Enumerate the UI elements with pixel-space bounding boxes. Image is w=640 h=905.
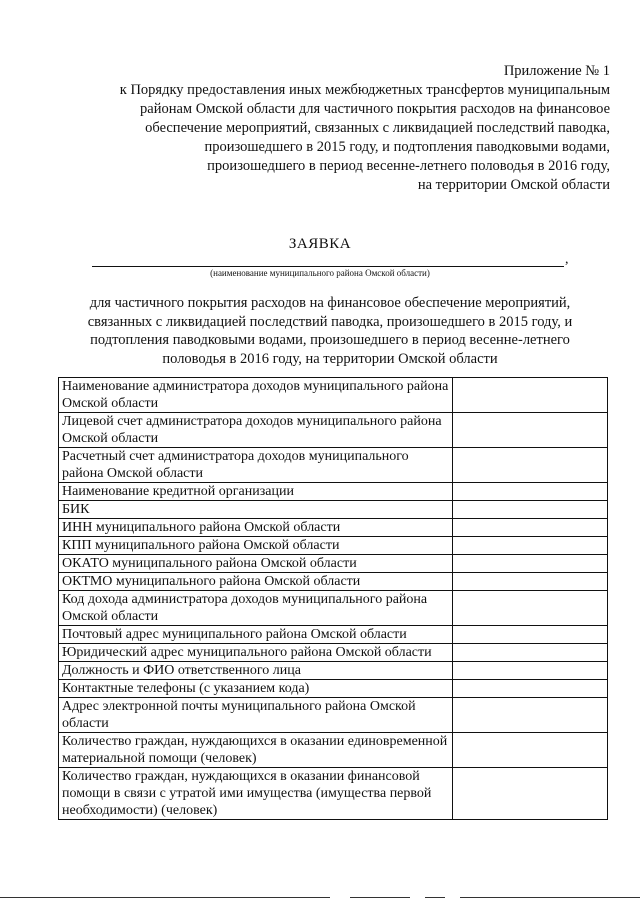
row-label: Код дохода администратора доходов муниципального района Омской области [59,591,453,626]
row-value-cell [452,378,607,413]
row-label: Количество граждан, нуждающихся в оказании единовременной материальной помощи (человек) [59,733,453,768]
row-label: ОКТМО муниципального района Омской области [59,573,453,591]
purpose-line: для частичного покрытия расходов на финансовое обеспечение мероприятий, [89,295,571,311]
row-label: БИК [59,501,453,519]
table-row [59,519,608,537]
row-value-cell [452,698,607,733]
appendix-line: обеспечение мероприятий, связанных с ликвидацией последствий паводка, [145,120,610,136]
row-value-cell [452,733,607,768]
row-label: Почтовый адрес муниципального района Омской области [59,626,453,644]
row-label: Контактные телефоны (с указанием кода) [59,680,453,698]
row-label: Расчетный счет администратора доходов муниципального района Омской области [59,448,453,483]
table-row [59,413,608,448]
appendix-line: на территории Омской области [417,177,610,193]
table-row [59,537,608,555]
row-value-cell [452,573,607,591]
row-value-cell [452,413,607,448]
row-value-cell [452,626,607,644]
table-row [59,378,608,413]
row-label: ОКАТО муниципального района Омской области [59,555,453,573]
row-value-cell [452,591,607,626]
row-value-cell [452,483,607,501]
table-row [59,573,608,591]
row-label: КПП муниципального района Омской области [59,537,453,555]
district-name-fill-line [92,266,564,267]
row-label: Юридический адрес муниципального района Омской области [59,644,453,662]
row-label: ИНН муниципального района Омской области [59,519,453,537]
row-value-cell [452,448,607,483]
row-label: Должность и ФИО ответственного лица [59,662,453,680]
page-bottom-rule [350,897,410,898]
appendix-line: произошедшего в период весенне-летнего половодья в 2016 году, [207,158,610,174]
appendix-line: к Порядку предоставления иных межбюджетных трансфертов муниципальным [119,82,610,98]
table-row [59,591,608,626]
appendix-line: районам Омской области для частичного покрытия расходов на финансовое [140,101,610,117]
table-row [59,733,608,768]
page-bottom-rule [425,897,445,898]
row-label: Лицевой счет администратора доходов муниципального района Омской области [59,413,453,448]
page-bottom-rule [460,897,640,898]
row-value-cell [452,555,607,573]
table-row [59,662,608,680]
table-row [59,626,608,644]
purpose-text [60,294,600,368]
requisites-table [58,377,608,820]
table-row [59,768,608,820]
row-value-cell [452,680,607,698]
row-label: Наименование администратора доходов муниципального района Омской области [59,378,453,413]
document-title: ЗАЯВКА [288,236,352,252]
row-label: Количество граждан, нуждающихся в оказании финансовой помощи в связи с утратой ими имущества (имущества первой необходимости) (человек) [59,768,453,820]
district-name-caption: (наименование муниципального района Омской области) [210,268,430,278]
page-bottom-rule [0,897,330,898]
row-value-cell [452,537,607,555]
purpose-line: половодья в 2016 году, на территории Омской области [162,350,498,367]
appendix-header [50,62,610,195]
row-value-cell [452,501,607,519]
row-value-cell [452,519,607,537]
table-row [59,698,608,733]
row-value-cell [452,662,607,680]
table-row [59,483,608,501]
row-label: Адрес электронной почты муниципального района Омской области [59,698,453,733]
row-label: Наименование кредитной организации [59,483,453,501]
table-row [59,501,608,519]
purpose-line: подтопления паводковыми водами, произошедшего в период весенне-летнего [90,332,570,348]
row-value-cell [452,768,607,820]
appendix-line: произошедшего в 2015 году, и подтопления паводковыми водами, [204,139,610,155]
table-row [59,555,608,573]
table-row [59,680,608,698]
district-name-comma: , [565,252,569,267]
purpose-line: связанных с ликвидацией последствий паводка, произошедшего в 2015 году, и [87,313,573,330]
appendix-label: Приложение № 1 [503,63,610,79]
table-row [59,448,608,483]
table-row [59,644,608,662]
row-value-cell [452,644,607,662]
